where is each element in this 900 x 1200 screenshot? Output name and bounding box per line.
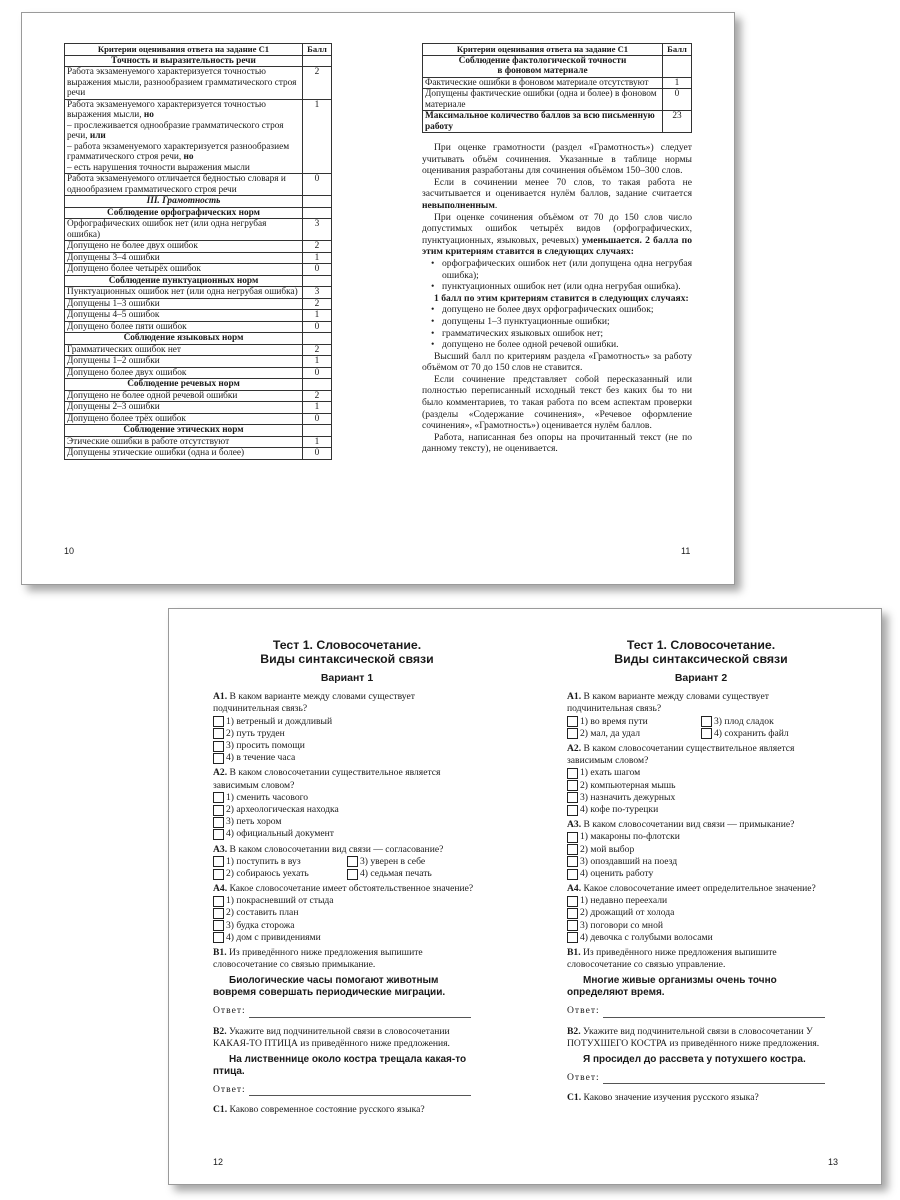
criteria-row <box>423 89 692 111</box>
option-label: 3) опоздавший на поезд <box>580 855 678 867</box>
answer-line[interactable] <box>567 1072 835 1084</box>
option-label: 4) оценить работу <box>580 867 654 879</box>
book-spread-pages-12-13 <box>168 608 882 1185</box>
criteria-text: Допущено более двух ошибок <box>65 367 303 379</box>
checkbox[interactable] <box>567 728 578 739</box>
answer-option[interactable] <box>213 828 481 840</box>
options-row <box>213 856 481 868</box>
empty-score-cell <box>303 207 332 219</box>
criteria-text: Допущены фактические ошибки (одна и более) в фоновом материале <box>423 89 663 111</box>
option-label: 3) петь хором <box>226 816 282 828</box>
score-cell: 1 <box>303 436 332 448</box>
score-cell: 0 <box>303 448 332 460</box>
options-list <box>213 716 481 765</box>
checkbox[interactable] <box>213 856 224 867</box>
answer-option[interactable] <box>567 895 835 907</box>
answer-option[interactable] <box>567 728 701 740</box>
bullet-item: • допущено не более двух орфографических ошибок; <box>442 304 692 316</box>
question-prompt: Какое словосочетание имеет обстоятельственное значение? <box>229 883 474 895</box>
question-text <box>213 883 481 895</box>
section-title: Соблюдение речевых норм <box>65 379 303 391</box>
test-title: Тест 1. Словосочетание. <box>272 638 422 652</box>
column-header-criteria: Критерии оценивания ответа на задание С1 <box>65 44 303 56</box>
answer-option[interactable] <box>213 868 347 880</box>
option-label: 3) плод сладок <box>714 715 774 727</box>
checkbox[interactable] <box>567 920 578 931</box>
option-label: 4) в течение часа <box>226 752 296 764</box>
criteria-table-page-10 <box>64 43 332 460</box>
checkbox[interactable] <box>567 908 578 919</box>
question-label: В2. <box>567 1025 583 1037</box>
section-title: Соблюдение орфографических норм <box>65 207 303 219</box>
question-label: А4. <box>213 883 230 895</box>
criteria-text: Допущены 2–3 ошибки <box>65 402 303 414</box>
score-cell: 1 <box>303 356 332 368</box>
criteria-row <box>65 448 332 460</box>
paragraph: Работа, написанная без опоры на прочитанный текст (не по данному тексту), не оценивается. <box>422 431 692 455</box>
criteria-text: Допущено не более двух ошибок <box>65 241 303 253</box>
criteria-row <box>65 298 332 310</box>
section-header-row <box>423 55 692 77</box>
bullet-item: • допущено не более одной речевой ошибки. <box>442 339 692 351</box>
criteria-row <box>65 252 332 264</box>
options-row <box>567 716 835 728</box>
section-title: Соблюдение пунктуационных норм <box>65 275 303 287</box>
criteria-row <box>65 310 332 322</box>
answer-option[interactable] <box>213 792 481 804</box>
checkbox[interactable] <box>213 932 224 943</box>
score-cell: 0 <box>663 89 692 111</box>
answer-option[interactable] <box>701 716 835 728</box>
grading-text <box>422 142 692 455</box>
criteria-row <box>65 344 332 356</box>
page-number-10: 10 <box>64 546 75 556</box>
option-label: 2) путь труден <box>226 727 285 739</box>
score-cell: 0 <box>303 413 332 425</box>
section-header-row <box>65 275 332 287</box>
section-header-row <box>65 379 332 391</box>
score-cell: 2 <box>303 241 332 253</box>
question-text <box>213 1026 481 1050</box>
criteria-row <box>423 77 692 89</box>
answer-line[interactable] <box>213 1084 481 1096</box>
question-label: В1. <box>213 947 229 959</box>
score-cell: 2 <box>303 390 332 402</box>
question-prompt: В каком словосочетании существительное является зависимым словом? <box>213 767 441 791</box>
options-row <box>567 728 835 740</box>
answer-option[interactable] <box>347 868 481 880</box>
answer-label: Ответ: <box>567 1005 600 1017</box>
answer-option[interactable] <box>213 856 347 868</box>
question-prompt: В каком словосочетании существительное является зависимым словом? <box>567 742 795 767</box>
variant-label: Вариант 2 <box>674 672 728 684</box>
criteria-text: Допущены 1–2 ошибки <box>65 356 303 368</box>
question-prompt: Каково значение изучения русского языка? <box>583 1092 759 1104</box>
criteria-row <box>65 356 332 368</box>
page-12-test-variant-1 <box>213 609 481 1116</box>
options-list <box>567 831 835 880</box>
question-text <box>213 844 481 856</box>
section-title: Соблюдение этических норм <box>65 425 303 437</box>
answer-option[interactable] <box>213 816 481 828</box>
criteria-text: Этические ошибки в работе отсутствуют <box>65 436 303 448</box>
option-label: 2) компьютерная мышь <box>580 779 676 791</box>
answer-option[interactable] <box>567 920 835 932</box>
criteria-row <box>65 321 332 333</box>
criteria-text: Работа экзаменуемого характеризуется точностью выражения мысли, но – прослеживается однообразие грамматического строя речи, или – работа экзаменуемого характеризуется разнообразием грамматического строя речи, но – есть нарушения точности выражения мысли <box>65 99 303 174</box>
paragraph: Если сочинение представляет собой пересказанный или полностью переписанный исходный текст без каких бы то ни было комментариев, то такая работа по всем аспектам проверки (разделы «Содержание сочинения», «Речевое оформление сочинения», «Грамотность») оценивается нулём баллов. <box>422 373 692 432</box>
question-prompt: Из приведённого ниже предложения выпишите словосочетание со связью управление. <box>567 947 777 971</box>
question-prompt: В каком варианте между словами существует подчинительная связь? <box>567 691 769 715</box>
empty-score-cell <box>303 333 332 345</box>
checkbox[interactable] <box>567 716 578 727</box>
option-label: 4) официальный документ <box>226 828 334 840</box>
criteria-row <box>65 367 332 379</box>
question-label: С1. <box>567 1092 584 1104</box>
question-label: А2. <box>567 742 584 754</box>
answer-option[interactable] <box>567 856 835 868</box>
given-sentence: Биологические часы помогают животным вовремя совершать периодические миграции. <box>213 975 446 999</box>
checkbox[interactable] <box>213 920 224 931</box>
criteria-row <box>65 99 332 174</box>
answer-option[interactable] <box>213 907 481 919</box>
checkbox[interactable] <box>567 932 578 943</box>
criteria-text: Максимальное количество баллов за всю письменную работу <box>423 111 663 133</box>
option-label: 4) девочка с голубыми волосами <box>580 931 713 943</box>
score-cell: 1 <box>663 77 692 89</box>
criteria-text: Допущено не более одной речевой ошибки <box>65 390 303 402</box>
option-label: 1) недавно переехали <box>580 895 668 907</box>
question-prompt: Укажите вид подчинительной связи в словосочетании У ПОТУХШЕГО КОСТРА из приведённого ниже предложения. <box>567 1025 820 1049</box>
score-cell: 2 <box>303 344 332 356</box>
answer-line[interactable] <box>213 1005 481 1017</box>
answer-option[interactable] <box>567 792 835 804</box>
test-title: Тест 1. Словосочетание. <box>626 638 776 652</box>
paragraph: Если в сочинении менее 70 слов, то такая работа не засчитывается и оценивается нулём баллов, задание считается невыполненным. <box>422 176 692 211</box>
criteria-row <box>65 287 332 299</box>
answer-option[interactable] <box>701 728 835 740</box>
answer-blank[interactable] <box>249 1085 471 1096</box>
answer-option[interactable] <box>347 856 481 868</box>
checkbox[interactable] <box>567 768 578 779</box>
checkbox[interactable] <box>213 805 224 816</box>
score-cell: 0 <box>303 174 332 196</box>
answer-option[interactable] <box>567 932 835 944</box>
answer-blank[interactable] <box>249 1007 471 1018</box>
checkbox[interactable] <box>567 780 578 791</box>
options-list <box>213 792 481 841</box>
answer-option[interactable] <box>567 780 835 792</box>
checkbox[interactable] <box>213 792 224 803</box>
answer-option[interactable] <box>213 804 481 816</box>
section-header-row <box>65 207 332 219</box>
option-label: 1) покрасневший от стыда <box>226 895 334 907</box>
options-list <box>213 895 481 944</box>
column-header-score: Балл <box>303 44 332 56</box>
column-header-score: Балл <box>663 44 692 56</box>
question-text <box>567 1092 835 1104</box>
bullet-item: • допущены 1–3 пунктуационные ошибки; <box>442 316 692 328</box>
answer-option[interactable] <box>567 831 835 843</box>
book-spread-pages-10-11 <box>21 12 735 585</box>
option-label: 2) собираюсь уехать <box>226 867 309 879</box>
question-text <box>567 743 835 767</box>
question-prompt: В каком словосочетании вид связи — примыкание? <box>583 819 795 831</box>
criteria-text: Допущено более пяти ошибок <box>65 321 303 333</box>
checkbox[interactable] <box>213 896 224 907</box>
options-list <box>213 856 481 880</box>
answer-blank[interactable] <box>603 1007 825 1018</box>
checkbox[interactable] <box>567 869 578 880</box>
answer-option[interactable] <box>567 804 835 816</box>
question-label: А3. <box>213 843 230 855</box>
checkbox[interactable] <box>567 856 578 867</box>
checkbox[interactable] <box>213 869 224 880</box>
answer-blank[interactable] <box>603 1073 825 1084</box>
answer-label: Ответ: <box>213 1005 246 1017</box>
checkbox[interactable] <box>213 829 224 840</box>
checkbox[interactable] <box>213 753 224 764</box>
answer-option[interactable] <box>213 920 481 932</box>
criteria-row <box>65 67 332 100</box>
criteria-text: Пунктуационных ошибок нет (или одна негрубая ошибка) <box>65 287 303 299</box>
answer-option[interactable] <box>567 907 835 919</box>
answer-option[interactable] <box>213 740 481 752</box>
given-sentence: На лиственнице около костра трещала какая-то птица. <box>213 1054 467 1078</box>
given-sentence: Многие живые организмы очень точно определяют время. <box>567 975 777 999</box>
option-label: 2) мал, да удал <box>580 727 641 739</box>
criteria-row <box>65 264 332 276</box>
option-label: 2) мой выбор <box>580 843 635 855</box>
score-cell: 0 <box>303 264 332 276</box>
question-label: А3. <box>567 819 584 831</box>
checkbox[interactable] <box>567 844 578 855</box>
option-label: 3) будка сторожа <box>226 919 295 931</box>
checkbox[interactable] <box>213 716 224 727</box>
column-header-criteria: Критерии оценивания ответа на задание С1 <box>423 44 663 56</box>
question-label: С1. <box>213 1104 230 1116</box>
section-header-row <box>65 196 332 208</box>
question-label: В2. <box>213 1025 229 1037</box>
test-subtitle: Виды синтаксической связи <box>614 651 788 666</box>
page-13-test-variant-2 <box>567 609 835 1104</box>
given-sentence: Я просидел до рассвета у потухшего костра. <box>583 1054 806 1066</box>
criteria-text: Орфографических ошибок нет (или одна негрубая ошибка) <box>65 219 303 241</box>
checkbox[interactable] <box>347 869 358 880</box>
criteria-row <box>65 390 332 402</box>
bullet-item: • пунктуационных ошибок нет (или одна негрубая ошибка). <box>442 281 692 293</box>
bullet-list <box>422 258 692 293</box>
criteria-text: Допущено более трёх ошибок <box>65 413 303 425</box>
question-text <box>567 1026 835 1050</box>
section-title: Соблюдение языковых норм <box>65 333 303 345</box>
question-prompt: Какое словосочетание имеет определительное значение? <box>583 883 816 895</box>
question-text <box>213 691 481 715</box>
question-prompt: Из приведённого ниже предложения выпишите словосочетание со связью примыкание. <box>213 947 423 971</box>
answer-option[interactable] <box>213 728 481 740</box>
question-text <box>213 767 481 791</box>
paragraph: При оценке сочинения объёмом от 70 до 150 слов число допустимых ошибок четырёх видов (орфографических, пунктуационных, языковых, речевых) уменьшается. 2 балла по этим критериям ставится в следующих случаях: <box>422 211 692 258</box>
criteria-text: Допущены 4–5 ошибок <box>65 310 303 322</box>
criteria-text: Работа экзаменуемого отличается бедностью словаря и однообразием грамматического строя речи <box>65 174 303 196</box>
question-text <box>567 883 835 895</box>
section-title: III. Грамотность <box>65 196 303 208</box>
empty-score-cell <box>303 55 332 67</box>
score-cell: 0 <box>303 321 332 333</box>
criteria-text: Работа экзаменуемого характеризуется точностью выражения мысли, разнообразием грамматического строя речи <box>65 67 303 100</box>
checkbox[interactable] <box>213 908 224 919</box>
option-label: 4) седьмая печать <box>360 867 432 879</box>
bullet-item: • орфографических ошибок нет (или допущена одна негрубая ошибка); <box>442 258 692 281</box>
options-list <box>567 716 835 740</box>
option-label: 4) дом с привидениями <box>226 931 321 943</box>
bullet-list <box>422 304 692 350</box>
answer-option[interactable] <box>567 767 835 779</box>
paragraph: Высший балл по критериям раздела «Грамотность» за работу объёмом от 70 до 150 слов не ставится. <box>422 350 692 374</box>
answer-option[interactable] <box>567 868 835 880</box>
checkbox[interactable] <box>567 792 578 803</box>
option-label: 1) ехать шагом <box>580 767 641 779</box>
variant-label: Вариант 1 <box>320 672 374 684</box>
question-label: А1. <box>567 691 584 703</box>
option-label: 1) поступить в вуз <box>226 855 301 867</box>
option-label: 1) макароны по-флотски <box>580 831 680 843</box>
question-label: А2. <box>213 767 230 779</box>
question-prompt: Каково современное состояние русского языка? <box>229 1104 425 1116</box>
question-prompt: В каком варианте между словами существует подчинительная связь? <box>213 691 415 715</box>
answer-option[interactable] <box>213 716 481 728</box>
checkbox[interactable] <box>213 728 224 739</box>
answer-option[interactable] <box>567 844 835 856</box>
option-label: 1) сменить часового <box>226 791 309 803</box>
score-cell: 1 <box>303 99 332 174</box>
checkbox[interactable] <box>567 832 578 843</box>
page-11 <box>422 43 692 584</box>
option-label: 2) дрожащий от холода <box>580 907 675 919</box>
checkbox[interactable] <box>701 728 712 739</box>
score-cell: 2 <box>303 298 332 310</box>
criteria-row <box>65 219 332 241</box>
page-number-13: 13 <box>828 1157 839 1167</box>
page-number-12: 12 <box>213 1157 224 1167</box>
option-label: 1) ветреный и дождливый <box>226 715 333 727</box>
score-cell: 3 <box>303 287 332 299</box>
table-header-row <box>65 44 332 56</box>
options-list <box>567 895 835 944</box>
score-cell: 1 <box>303 252 332 264</box>
criteria-table-page-11 <box>422 43 692 133</box>
question-text <box>567 947 835 971</box>
question-label: А4. <box>567 883 584 895</box>
option-label: 2) составить план <box>226 907 299 919</box>
empty-score-cell <box>663 55 692 77</box>
answer-option[interactable] <box>213 752 481 764</box>
option-label: 4) сохранить файл <box>714 727 789 739</box>
question-text <box>213 1104 481 1116</box>
answer-label: Ответ: <box>567 1072 600 1084</box>
paragraph: 1 балл по этим критериям ставится в следующих случаях: <box>434 292 689 304</box>
criteria-text: Допущены этические ошибки (одна и более) <box>65 448 303 460</box>
page-10 <box>64 43 332 584</box>
score-cell: 23 <box>663 111 692 133</box>
criteria-text: Допущено более четырёх ошибок <box>65 264 303 276</box>
option-label: 4) кофе по-турецки <box>580 803 659 815</box>
answer-option[interactable] <box>213 932 481 944</box>
bullet-item: • грамматических языковых ошибок нет; <box>442 328 692 340</box>
checkbox[interactable] <box>567 896 578 907</box>
table-header-row <box>423 44 692 56</box>
question-label: А1. <box>213 691 230 703</box>
options-row <box>213 868 481 880</box>
option-label: 3) просить помощи <box>226 739 305 751</box>
criteria-text: Допущены 3–4 ошибки <box>65 252 303 264</box>
question-label: В1. <box>567 947 583 959</box>
section-title: Соблюдение фактологической точности в фоновом материале <box>423 55 663 77</box>
empty-score-cell <box>303 425 332 437</box>
criteria-row <box>65 241 332 253</box>
criteria-row <box>423 111 692 133</box>
option-label: 3) уверен в себе <box>360 855 426 867</box>
empty-score-cell <box>303 196 332 208</box>
criteria-text: Допущены 1–3 ошибки <box>65 298 303 310</box>
question-text <box>213 947 481 971</box>
section-header-row <box>65 425 332 437</box>
criteria-text: Грамматических ошибок нет <box>65 344 303 356</box>
question-text <box>567 819 835 831</box>
option-label: 2) археологическая находка <box>226 803 339 815</box>
section-header-row <box>65 333 332 345</box>
question-text <box>567 691 835 715</box>
answer-line[interactable] <box>567 1005 835 1017</box>
score-cell: 0 <box>303 367 332 379</box>
checkbox[interactable] <box>567 805 578 816</box>
question-prompt: В каком словосочетании вид связи — согласование? <box>229 843 444 855</box>
answer-option[interactable] <box>567 716 701 728</box>
score-cell: 1 <box>303 310 332 322</box>
checkbox[interactable] <box>213 817 224 828</box>
page-number-11: 11 <box>681 546 691 556</box>
criteria-row <box>65 174 332 196</box>
option-label: 3) поговори со мной <box>580 919 663 931</box>
criteria-row <box>65 413 332 425</box>
score-cell: 3 <box>303 219 332 241</box>
answer-option[interactable] <box>213 895 481 907</box>
test-subtitle: Виды синтаксической связи <box>260 651 434 666</box>
option-label: 1) во время пути <box>580 715 648 727</box>
empty-score-cell <box>303 275 332 287</box>
checkbox[interactable] <box>347 856 358 867</box>
criteria-row <box>65 402 332 414</box>
question-prompt: Укажите вид подчинительной связи в словосочетании КАКАЯ-ТО ПТИЦА из приведённого ниже предложения. <box>213 1025 450 1049</box>
empty-score-cell <box>303 379 332 391</box>
section-title: Точность и выразительность речи <box>65 55 303 67</box>
score-cell: 1 <box>303 402 332 414</box>
section-header-row <box>65 55 332 67</box>
score-cell: 2 <box>303 67 332 100</box>
criteria-text: Фактические ошибки в фоновом материале отсутствуют <box>423 77 663 89</box>
options-list <box>567 767 835 816</box>
option-label: 3) назначить дежурных <box>580 791 676 803</box>
criteria-row <box>65 436 332 448</box>
answer-label: Ответ: <box>213 1084 246 1096</box>
checkbox[interactable] <box>701 716 712 727</box>
checkbox[interactable] <box>213 741 224 752</box>
paragraph: При оценке грамотности (раздел «Грамотность») следует учитывать объём сочинения. Указанные в таблице нормы оценивания разработаны для сочинения объёмом 150–300 слов. <box>422 142 692 177</box>
